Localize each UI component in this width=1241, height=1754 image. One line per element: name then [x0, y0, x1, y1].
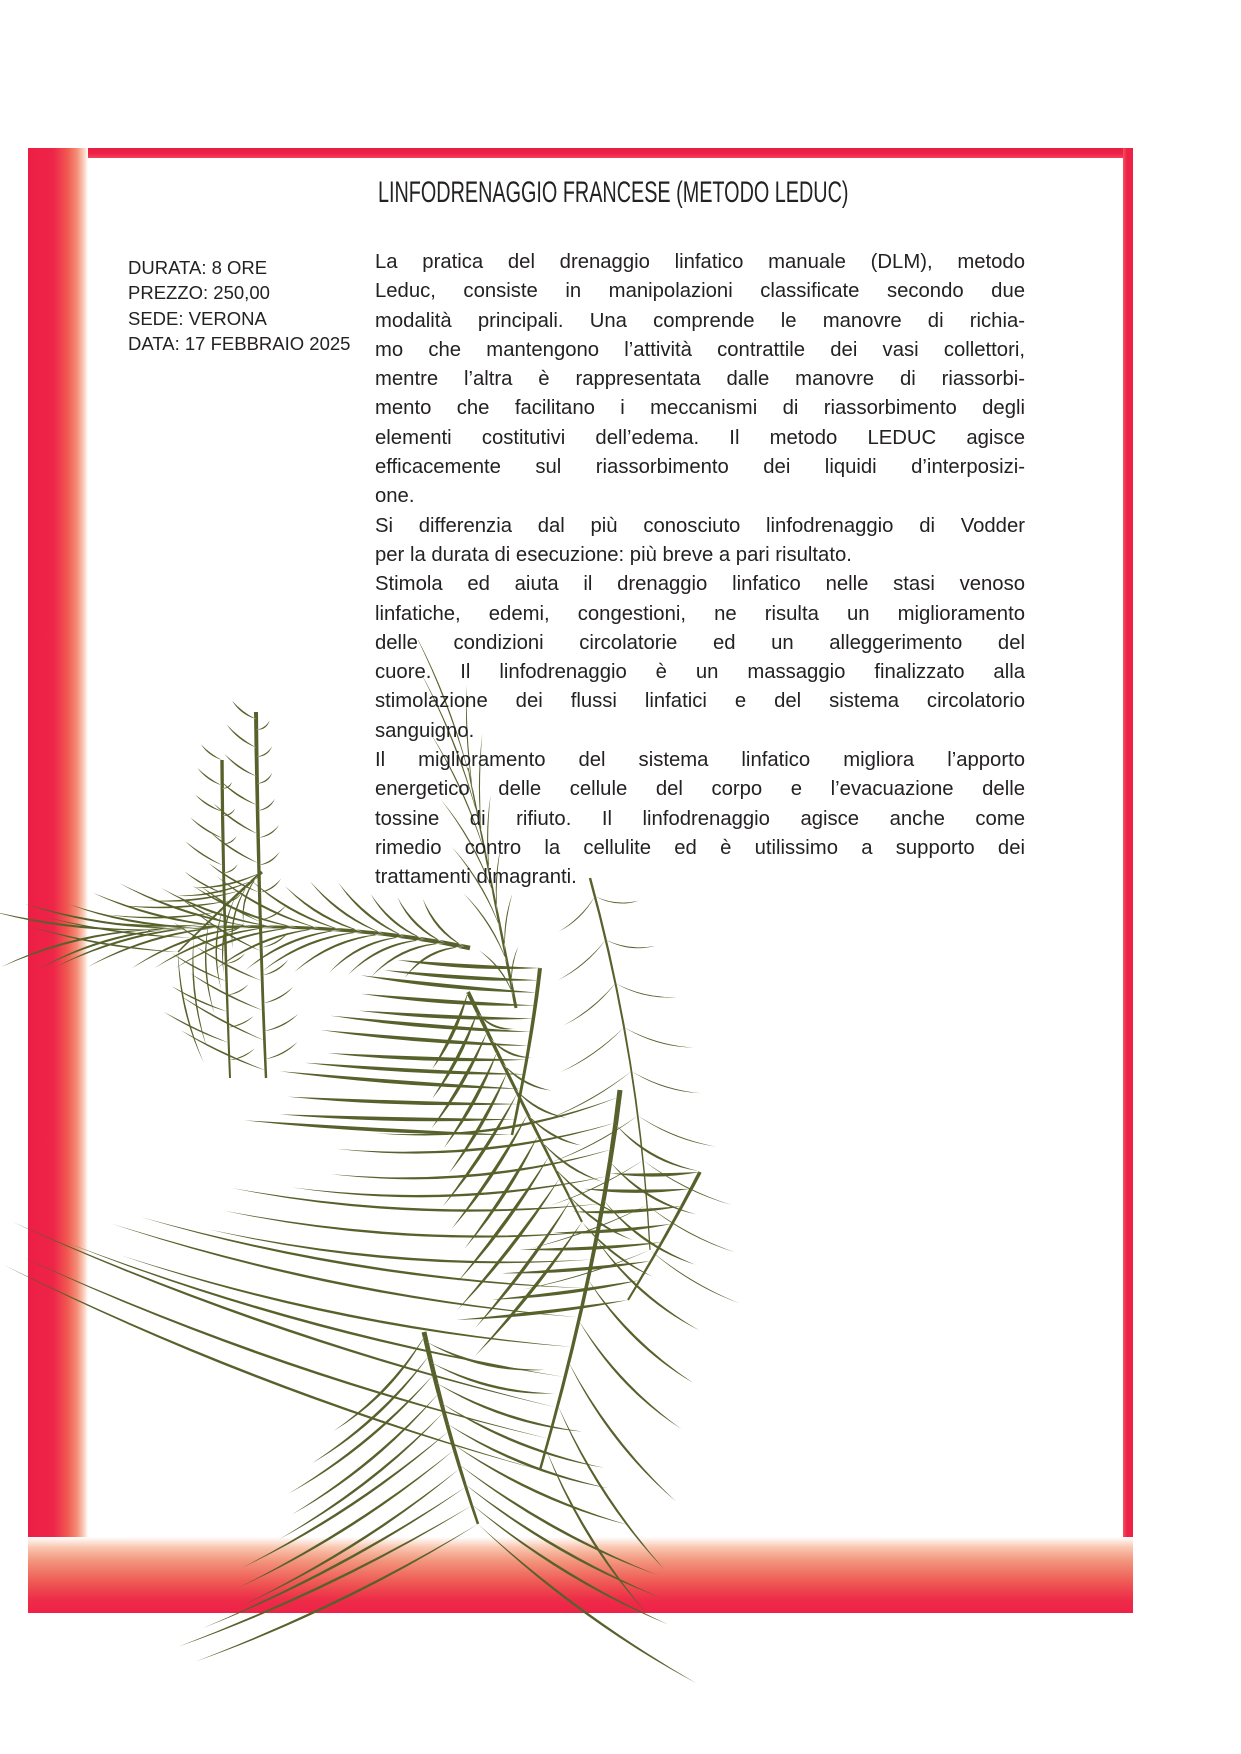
- course-info-line: PREZZO: 250,00: [128, 282, 270, 304]
- text-line: efficacemente sul riassorbimento dei liquidi d’interposizi-: [375, 456, 1025, 479]
- text-line: Stimola ed aiuta il drenaggio linfatico nelle stasi venoso: [375, 573, 1025, 596]
- text-line: one.: [375, 485, 415, 508]
- text-line: per la durata di esecuzione: più breve a pari risultato.: [375, 543, 852, 566]
- text-line: delle condizioni circolatorie ed un alleggerimento del: [375, 631, 1025, 654]
- text-line: Il miglioramento del sistema linfatico migliora l’apporto: [375, 749, 1025, 772]
- text-line: modalità principali. Una comprende le manovre di richia-: [375, 309, 1025, 332]
- text-line: La pratica del drenaggio linfatico manuale (DLM), metodo: [375, 251, 1025, 273]
- text-line: trattamenti dimagranti.: [375, 866, 577, 889]
- page-title: LINFODRENAGGIO FRANCESE (METODO LEDUC): [378, 176, 849, 209]
- paragraph: [375, 746, 1025, 892]
- text-line: Si differenzia dal più conosciuto linfodrenaggio di Vodder: [375, 514, 1025, 537]
- text-line: tossine di rifiuto. Il linfodrenaggio agisce anche come: [375, 807, 1025, 830]
- text-line: energetico delle cellule del corpo e l’evacuazione delle: [375, 778, 1025, 801]
- text-line: stimolazione dei flussi linfatici e del sistema circolatorio: [375, 690, 1025, 713]
- text-line: linfatiche, edemi, congestioni, ne risulta un miglioramento: [375, 602, 1025, 625]
- course-info-line: DURATA: 8 ORE: [128, 257, 268, 278]
- text-line: mo che mantengono l’attività contrattile dei vasi collettori,: [375, 338, 1025, 361]
- palm-frond: [522, 878, 740, 1304]
- course-info-line: DATA: 17 FEBBRAIO 2025: [128, 333, 351, 355]
- course-info: [128, 255, 350, 357]
- palm-frond: [179, 1332, 697, 1684]
- text-line: elementi costitutivi dell’edema. Il metodo LEDUC agisce: [375, 426, 1025, 449]
- text-line: mento che facilitano i meccanismi di riassorbimento degli: [375, 397, 1025, 420]
- palm-frond: [244, 960, 542, 1135]
- text-line: mentre l’altra è rappresentata dalle manovre di riassorbi-: [375, 368, 1025, 391]
- text-line: rimedio contro la cellulite ed è utilissimo a supporto dei: [375, 836, 1025, 859]
- palm-frond: [3, 1090, 699, 1612]
- text-line: sanguigno.: [375, 719, 475, 742]
- frame-border-top: [28, 148, 1133, 158]
- course-description: [375, 248, 1025, 893]
- paragraph: [375, 570, 1025, 746]
- course-info-line: SEDE: VERONA: [128, 307, 267, 329]
- frame-border-right: [1123, 148, 1133, 1613]
- text-line: Leduc, consiste in manipolazioni classificate secondo due: [375, 280, 1025, 303]
- paragraph: [375, 248, 1025, 512]
- text-line: cuore. Il linfodrenaggio è un massaggio finalizzato alla: [375, 661, 1025, 684]
- paragraph: [375, 512, 1025, 571]
